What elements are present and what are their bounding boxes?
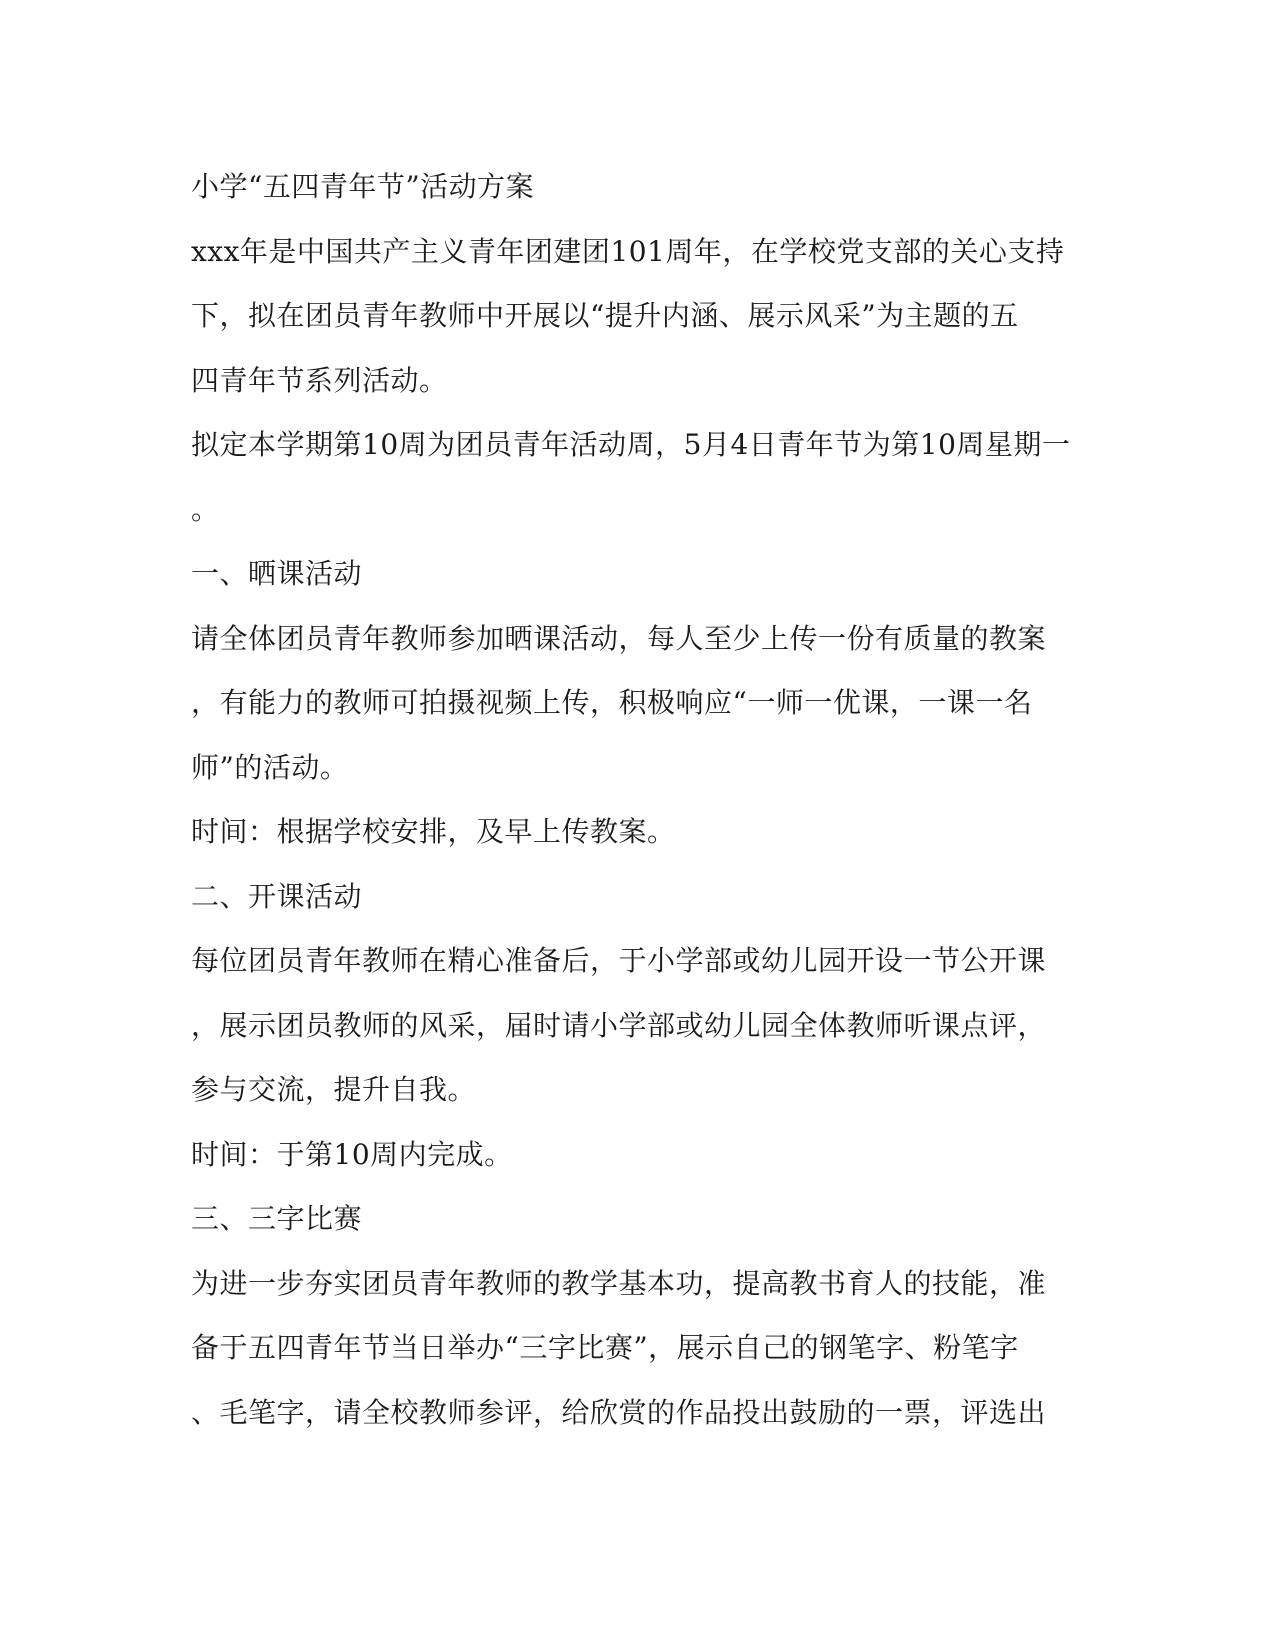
text-line: 。 — [191, 492, 220, 526]
text-line: 下，拟在团员青年教师中开展以“提升内涵、展示风采”为主题的五 — [191, 299, 1019, 332]
text-line: 师”的活动。 — [191, 750, 349, 784]
text-line: 四青年节系列活动。 — [191, 363, 448, 397]
text-line: 拟定本学期第10周为团员青年活动周，5月4日青年节为第10周星期一 — [191, 428, 1071, 461]
text-line: 备于五四青年节当日举办“三字比赛”，展示自己的钢笔字、粉笔字 — [191, 1331, 1019, 1364]
time-note: 时间：于第10周内完成。 — [191, 1137, 513, 1171]
text-line: 请全体团员青年教师参加晒课活动，每人至少上传一份有质量的教案 — [191, 621, 1047, 655]
section-heading: 三、三字比赛 — [191, 1202, 363, 1235]
document-body — [191, 155, 1071, 1445]
time-note: 时间：根据学校安排，及早上传教案。 — [191, 815, 676, 848]
document-title: 小学“五四青年节”活动方案 — [191, 170, 535, 203]
section-heading: 二、开课活动 — [191, 879, 363, 913]
text-line: 为进一步夯实团员青年教师的教学基本功，提高教书育人的技能，准 — [191, 1266, 1047, 1300]
text-line: 每位团员青年教师在精心准备后，于小学部或幼儿园开设一节公开课 — [191, 944, 1047, 977]
text-line: ，展示团员教师的风采，届时请小学部或幼儿园全体教师听课点评， — [191, 1008, 1047, 1042]
text-line: 参与交流，提升自我。 — [191, 1073, 477, 1106]
text-line: xxx年是中国共产主义青年团建团101周年，在学校党支部的关心支持 — [191, 234, 1065, 268]
text-line: ，有能力的教师可拍摄视频上传，积极响应“一师一优课，一课一名 — [191, 686, 1033, 719]
text-line: 、毛笔字，请全校教师参评，给欣赏的作品投出鼓励的一票，评选出 — [191, 1395, 1047, 1429]
section-heading: 一、晒课活动 — [191, 557, 363, 590]
